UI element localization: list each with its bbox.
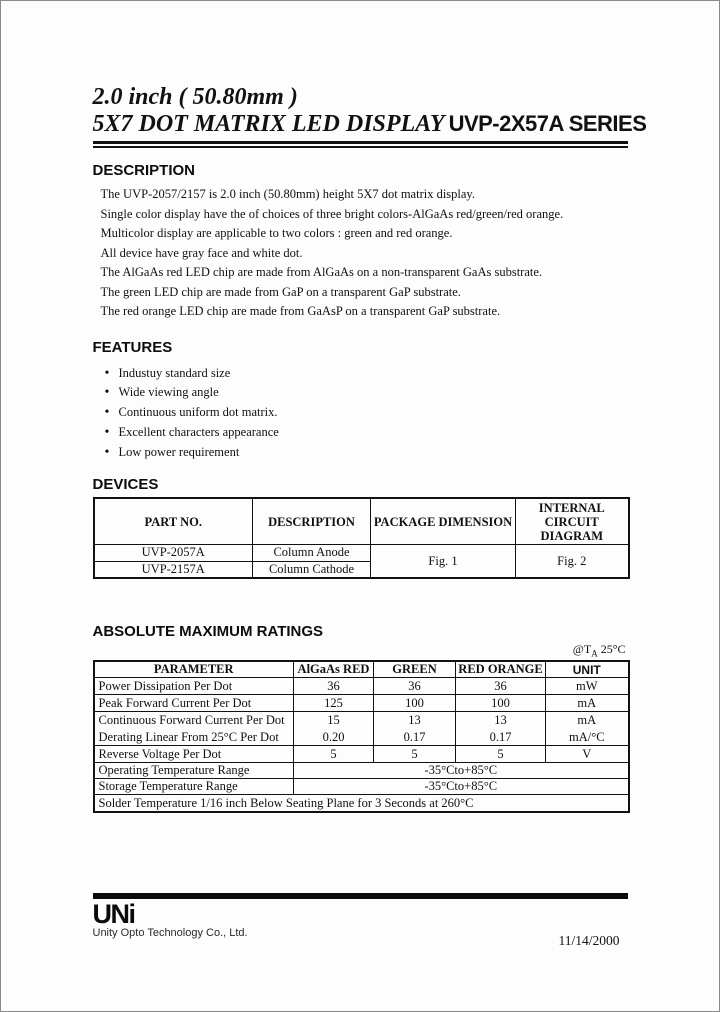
solder-temperature-note: Solder Temperature 1/16 inch Below Seating Plane for 3 Seconds at 260°C [94,795,629,812]
description-text [93,185,628,322]
description-line: The red orange LED chip are made from GaAsP on a transparent GaP substrate. [100,304,501,318]
devices-heading: DEVICES [92,476,159,494]
devices-col-package-dimension: PACKAGE DIMENSION [371,498,516,544]
unit-cell: mA [546,695,629,712]
value-line: 15 [327,713,340,728]
condition-subscript: A [591,648,598,659]
condition-prefix: @T [572,642,592,657]
divider-thin-line [93,146,628,148]
value-cell: 5 [294,746,374,763]
value-cell: 125 [294,695,374,712]
value-cell [374,712,456,746]
range-value-cell: -35°Cto+85°C [294,763,629,779]
value-cell: 5 [456,746,546,763]
description-line: The UVP-2057/2157 is 2.0 inch (50.80mm) height 5X7 dot matrix display. [100,187,475,201]
table-row [94,795,629,812]
table-row [94,763,629,779]
value-line: 13 [408,713,421,728]
footer [92,893,628,948]
condition-value: 25°C [597,642,626,657]
unit-line: mA/°C [568,729,605,744]
devices-col-internal-circuit: INTERNAL CIRCUIT DIAGRAM [516,498,629,544]
description-line: Multicolor display are applicable to two colors : green and red orange. [100,226,453,240]
document-date: 11/14/2000 [558,932,620,948]
package-dimension-cell: Fig. 1 [371,544,516,578]
title-series: UVP-2X57A SERIES [448,111,647,136]
col-unit: UNIT [546,661,629,678]
devices-col-description: DESCRIPTION [253,498,371,544]
description-line: The green LED chip are made from GaP on a transparent GaP substrate. [100,284,461,299]
col-red-orange: RED ORANGE [456,661,546,678]
page-content [92,0,647,948]
col-parameter: PARAMETER [94,661,294,678]
features-list [93,364,628,463]
parameter-line: Derating Linear From 25°C Per Dot [98,729,279,744]
parameter-cell [94,712,294,746]
value-line: 0.17 [403,729,426,744]
devices-header-row [94,498,629,544]
description-heading: DESCRIPTION [92,162,196,179]
col-green: GREEN [374,661,456,678]
features-heading: FEATURES [92,338,173,356]
title-block [92,84,647,148]
ambient-condition-note [93,642,628,658]
internal-circuit-cell: Fig. 2 [516,544,629,578]
title-line2 [92,111,647,138]
table-row [94,746,629,763]
title-divider [93,141,628,148]
parameter-cell: Reverse Voltage Per Dot [94,746,294,763]
part-no-cell: UVP-2057A [94,544,253,561]
col-algaas-red: AlGaAs RED [294,661,374,678]
parameter-cell: Peak Forward Current Per Dot [94,695,294,712]
table-row [94,779,629,795]
footer-row [92,898,628,948]
uni-logo: UNi [92,898,135,929]
company-name: Unity Opto Technology Co., Ltd. [92,926,248,939]
feature-item: • Low power requirement [93,443,628,463]
ratings-heading: ABSOLUTE MAXIMUM RATINGS [92,623,324,641]
table-row [94,678,629,695]
company-block [93,899,248,939]
feature-item: • Continuous uniform dot matrix. [93,403,628,423]
range-value-cell: -35°Cto+85°C [294,779,629,795]
feature-item: • Excellent characters appearance [93,423,628,443]
ratings-header-row [94,661,629,678]
unit-cell: mW [546,678,629,695]
divider-thick-line [93,141,628,144]
value-cell: 36 [374,678,456,695]
value-cell: 36 [456,678,546,695]
unit-cell: V [546,746,629,763]
value-cell: 5 [374,746,456,763]
table-row [94,712,629,746]
unit-cell [546,712,629,746]
value-line: 0.20 [322,729,345,744]
value-cell: 100 [374,695,456,712]
description-cell: Column Anode [253,544,371,561]
parameter-cell: Storage Temperature Range [94,779,294,795]
value-cell: 100 [456,695,546,712]
feature-item: • Industuy standard size [93,364,628,384]
description-line: The AlGaAs red LED chip are made from AlGaAs on a non-transparent GaAs substrate. [100,265,543,279]
unit-line: mA [577,713,597,728]
devices-table [93,497,630,579]
description-line: All device have gray face and white dot. [100,245,303,260]
devices-col-part-no: PART NO. [94,498,253,544]
parameter-cell: Power Dissipation Per Dot [94,678,294,695]
description-line: Single color display have the of choices of three bright colors-AlGaAs red/green/red orange. [100,206,564,221]
description-cell: Column Cathode [253,561,371,578]
title-size: 2.0 inch ( 50.80mm ) [92,84,298,110]
value-cell [294,712,374,746]
value-line: 0.17 [489,729,512,744]
title-product-type: 5X7 DOT MATRIX LED DISPLAY [92,111,445,137]
table-row [94,544,629,561]
table-row [94,695,629,712]
value-cell [456,712,546,746]
parameter-cell: Operating Temperature Range [94,763,294,779]
value-line: 13 [494,713,507,728]
feature-item: • Wide viewing angle [93,383,628,403]
parameter-line: Continuous Forward Current Per Dot [98,713,285,728]
value-cell: 36 [294,678,374,695]
part-no-cell: UVP-2157A [94,561,253,578]
ratings-table [93,660,630,813]
